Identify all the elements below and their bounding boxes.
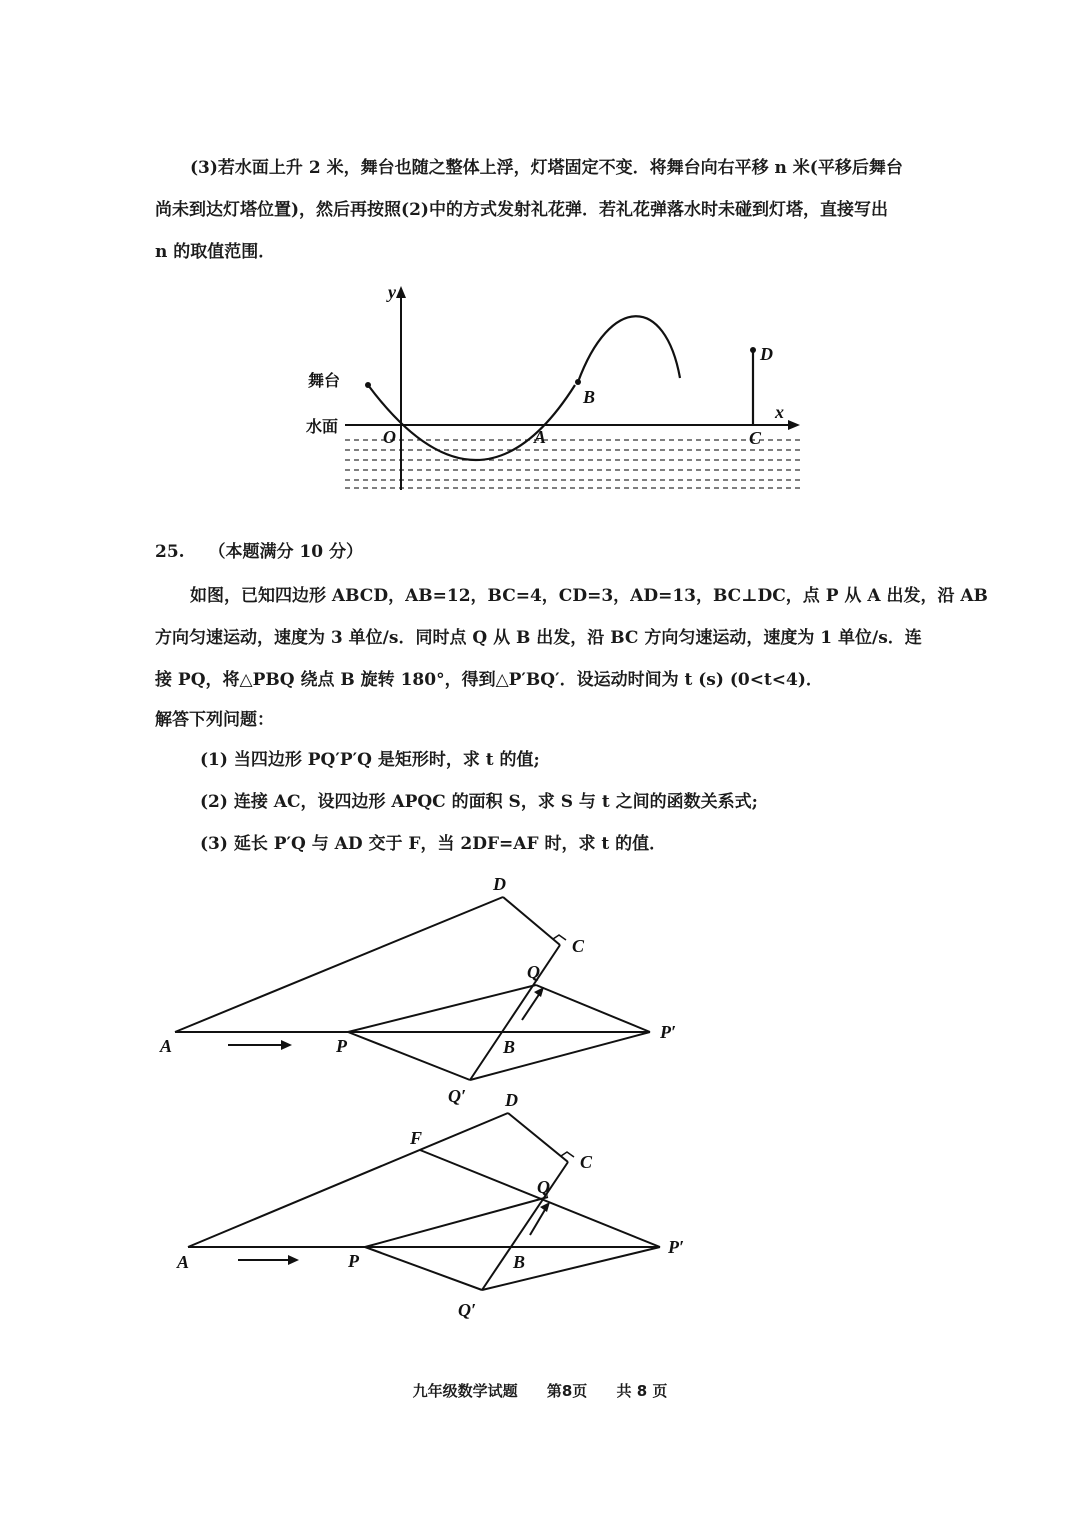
- label-A: A: [534, 427, 547, 447]
- fig3-label-D: D: [505, 1090, 518, 1110]
- page-footer: [0, 1380, 1080, 1401]
- q25-subquestion-1: (1) 当四边形 PQ′P′Q 是矩形时，求 t 的值;: [200, 750, 540, 770]
- segment-AD: [188, 1113, 508, 1247]
- footer-page: 第8页: [546, 1382, 588, 1400]
- part3-line2: 尚未到达灯塔位置)，然后再按照(2)中的方式发射礼花弹．若礼花弹落水时未碰到灯塔，直接写出: [155, 200, 888, 220]
- footer-total: 共 8 页: [616, 1382, 668, 1400]
- fig2-label-C: C: [572, 936, 585, 956]
- fig2-label-A: A: [160, 1036, 173, 1056]
- segment-DC: [508, 1113, 568, 1162]
- footer-title: 九年级数学试题: [412, 1382, 518, 1400]
- fig3-label-Q: Q: [537, 1177, 550, 1197]
- fig2-label-Q-prime: Q′: [448, 1086, 467, 1106]
- label-O: O: [383, 427, 396, 447]
- segment-PQ: [365, 1197, 548, 1247]
- water-label: 水面: [306, 417, 339, 436]
- fig3-label-P-prime: P′: [668, 1237, 685, 1257]
- segment-PQ-prime: [365, 1247, 482, 1290]
- label-D: D: [760, 344, 773, 364]
- fig2-label-B: B: [503, 1037, 516, 1057]
- y-axis-label: y: [388, 282, 396, 302]
- fig3-label-P: P: [348, 1251, 359, 1271]
- stage-label: 舞台: [308, 371, 341, 390]
- fig2-label-Q: Q: [527, 962, 540, 982]
- q25-subquestion-3: (3) 延长 P′Q 与 AD 交于 F，当 2DF=AF 时，求 t 的值．: [200, 834, 667, 854]
- label-C: C: [749, 428, 762, 448]
- fig2-label-D: D: [493, 874, 506, 894]
- fig3-label-A: A: [177, 1252, 190, 1272]
- q25-number: 25.: [155, 542, 185, 562]
- part3-line3: n 的取值范围．: [155, 242, 276, 262]
- fig3-label-F: F: [410, 1128, 423, 1148]
- fig3-label-C: C: [580, 1152, 593, 1172]
- motion-arrow-BC: [530, 1208, 546, 1235]
- q25-score: （本题满分 10 分）: [208, 542, 363, 562]
- x-axis-label: x: [775, 402, 784, 422]
- motion-arrowhead-BC: [540, 1202, 550, 1212]
- segment-Q-prime-P-prime: [482, 1247, 660, 1290]
- motion-arrowhead-AB: [288, 1255, 299, 1265]
- q25-prompt: 解答下列问题：: [155, 710, 274, 730]
- fig3-label-Q-prime: Q′: [458, 1300, 477, 1320]
- fig2-label-P-prime: P′: [660, 1022, 677, 1042]
- fig3-label-B: B: [513, 1252, 526, 1272]
- right-angle-mark-C: [561, 1152, 574, 1157]
- part3-line1: (3)若水面上升 2 米，舞台也随之整体上浮，灯塔固定不变．将舞台向右平移 n 米(平移后舞台: [190, 158, 903, 178]
- q25-stem-line1: 如图，已知四边形 ABCD，AB=12，BC=4，CD=3，AD=13，BC⊥DC，点 P 从 A 出发，沿 AB: [190, 586, 988, 606]
- q25-stem-line2: 方向匀速运动，速度为 3 单位/s．同时点 Q 从 B 出发，沿 BC 方向匀速运动，速度为 1 单位/s．连: [155, 628, 922, 648]
- fig2-label-P: P: [336, 1036, 347, 1056]
- label-B: B: [583, 387, 596, 407]
- q25-subquestion-2: (2) 连接 AC，设四边形 APQC 的面积 S，求 S 与 t 之间的函数关系式;: [200, 792, 758, 812]
- q25-stem-line3: 接 PQ，将△PBQ 绕点 B 旋转 180°，得到△P′BQ′．设运动时间为 t (s) (0<t<4)．: [155, 670, 823, 690]
